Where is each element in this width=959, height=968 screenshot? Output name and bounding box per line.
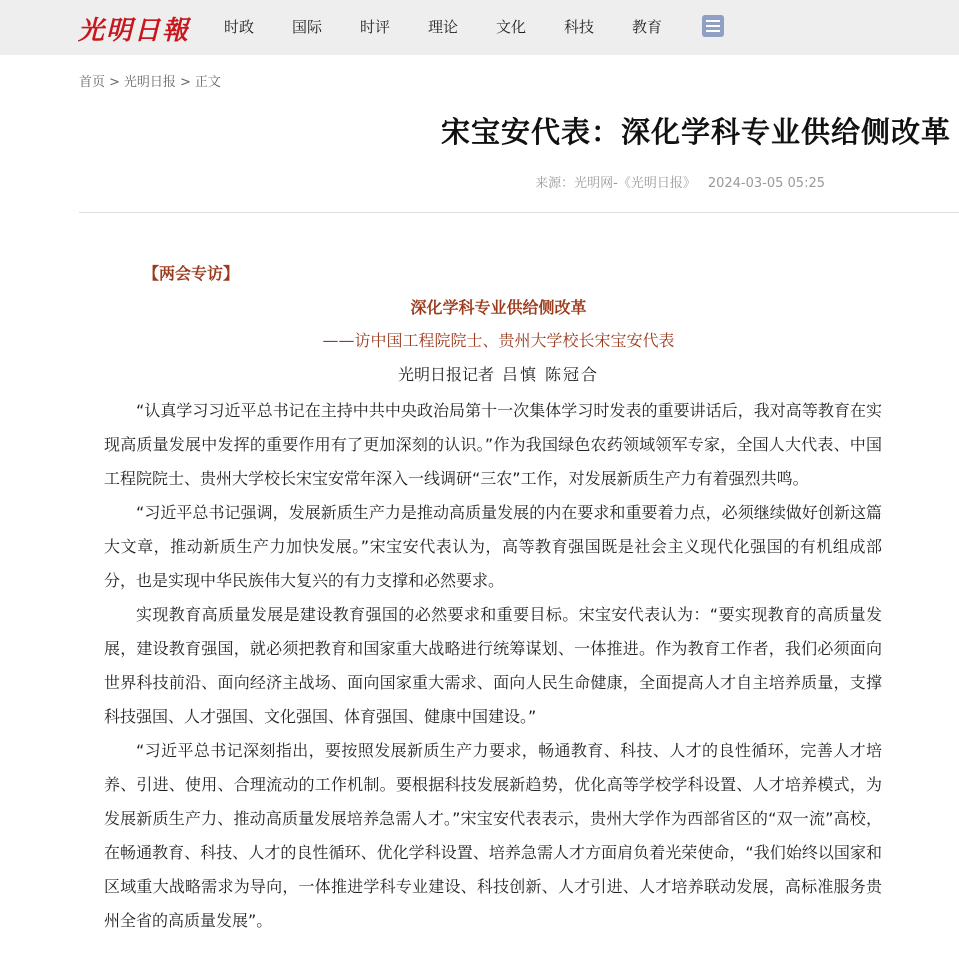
article-paragraph: “认真学习习近平总书记在主持中共中央政治局第十一次集体学习时发表的重要讲话后，我对高等教育在实现高质量发展中发挥的重要作用有了更加深刻的认识。”作为我国绿色农药领域领军专家，全国人大代表、中国工程院院士、贵州大学校长宋宝安常年深入一线调研“三农”工作，对发展新质生产力有着强烈共鸣。: [104, 401, 882, 488]
article-date: 2024-03-05 05:25: [707, 176, 825, 191]
nav-item-technology[interactable]: 科技: [564, 18, 595, 36]
byline-names: 吕慎 陈冠合: [501, 365, 600, 384]
breadcrumb-section-link[interactable]: 光明日报: [123, 75, 176, 90]
nav-item-education[interactable]: 教育: [632, 18, 663, 36]
article-paragraph: 实现教育高质量发展是建设教育强国的必然要求和重要目标。宋宝安代表认为：“要实现教育的高质量发展，建设教育强国，就必须把教育和国家重大战略进行统筹谋划、一体推进。作为教育工作者，我们必须面向世界科技前沿、面向经济主战场、面向国家重大需求、面向人民生命健康，全面提高人才自主培养质量，支撑科技强国、人才强国、文化强国、体育强国、健康中国建设。”: [104, 605, 882, 726]
article-subtitle: 深化学科专业供给侧改革: [410, 298, 587, 317]
breadcrumb-home-link[interactable]: 首页: [79, 75, 106, 90]
breadcrumb-separator: >: [109, 75, 120, 90]
nav-item-theory[interactable]: 理论: [428, 18, 459, 36]
article-body: [104, 394, 882, 938]
section-tag: 【两会专访】: [143, 264, 240, 283]
breadcrumb-separator: >: [179, 75, 191, 90]
nav-item-culture[interactable]: 文化: [496, 18, 527, 36]
divider: [79, 212, 959, 213]
article-sub-subtitle: ——访中国工程院院士、贵州大学校长宋宝安代表: [322, 331, 675, 350]
breadcrumb: [79, 71, 221, 90]
byline-label: 光明日报记者: [397, 365, 494, 384]
nav-item-international[interactable]: 国际: [292, 18, 323, 36]
nav-item-politics[interactable]: 时政: [224, 18, 255, 36]
breadcrumb-current: 正文: [194, 75, 221, 90]
nav-item-commentary[interactable]: 时评: [360, 18, 391, 36]
byline: [0, 362, 959, 385]
top-navigation-bar: [0, 0, 959, 55]
article-paragraph: “习近平总书记强调，发展新质生产力是推动高质量发展的内在要求和重要着力点，必须继续做好创新这篇大文章，推动新质生产力加快发展。”宋宝安代表认为，高等教育强国既是社会主义现代化强国的有机组成部分，也是实现中华民族伟大复兴的有力支撑和必然要求。: [104, 503, 882, 590]
article-source: 来源：光明网-《光明日报》: [535, 176, 696, 191]
article-meta: [535, 172, 825, 191]
article-paragraph: “习近平总书记深刻指出，要按照发展新质生产力要求，畅通教育、科技、人才的良性循环，完善人才培养、引进、使用、合理流动的工作机制。要根据科技发展新趋势，优化高等学校学科设置、人才培养模式，为发展新质生产力、推动高质量发展培养急需人才。”宋宝安代表表示，贵州大学作为西部省区的“双一流”高校，在畅通教育、科技、人才的良性循环、优化学科设置、培养急需人才方面肩负着光荣使命，“我们始终以国家和区域重大战略需求为导向，一体推进学科专业建设、科技创新、人才引进、人才培养联动发展，高标准服务贵州全省的高质量发展”。: [104, 741, 882, 930]
article-title: 宋宝安代表：深化学科专业供给侧改革: [440, 115, 951, 149]
menu-list-icon[interactable]: [702, 15, 724, 37]
site-logo[interactable]: 光明日報: [78, 16, 191, 46]
